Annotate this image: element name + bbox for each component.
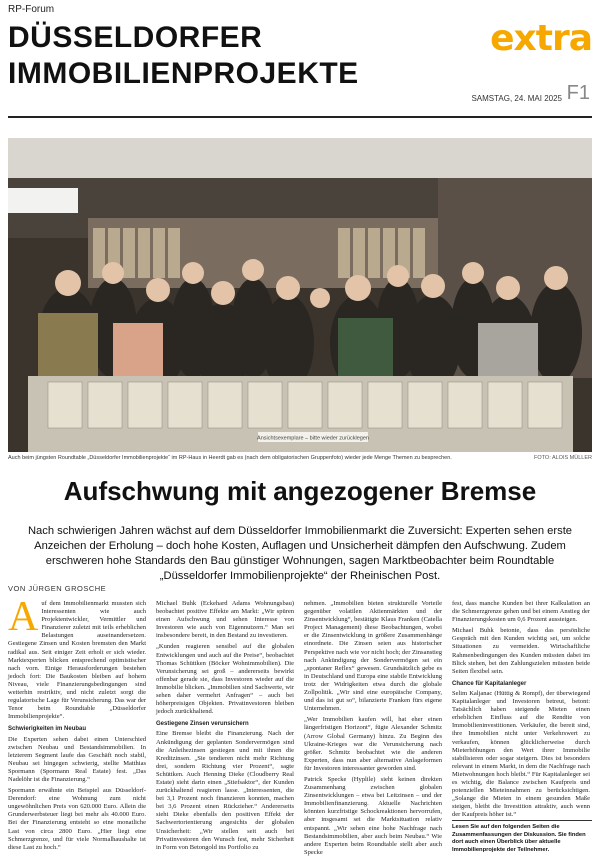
paragraph: Die Experten sehen dabei einen Unterschied zwischen Neubau und Bestandsimmobilien. In letzterem Segment laufe das Geschäft noch stabil, Neubau sei hingegen schwierig, stellte Matthias Spormann (Spormann Real Estate) fest. „Das Nadelöhr ist die Finanzierung.“ bbox=[8, 735, 146, 783]
photo-credit: FOTO: ALOIS MÜLLER bbox=[534, 455, 592, 461]
photo-sign-text: Ansichtsexemplare – bitte wieder zurücklegen bbox=[257, 435, 369, 442]
paragraph: Spormann erwähnte ein Beispiel aus Düsseldorf-Derendorf: eine Wohnung zum nicht ungewöhnlichen Preis von 620.000 Euro. Allein die Grunderwerbsteuer liegt bei mehr als 40.000 Euro. Bei der Finanzierung entsteht so eine monatliche Last von circa 2800 Euro. „Hier liegt eine Schmerzgrenze, und für viele Normalhaushalte ist diese Last zu hoch.“ bbox=[8, 787, 146, 851]
group-photo bbox=[8, 138, 592, 452]
drop-cap: A bbox=[8, 594, 39, 640]
paragraph bbox=[8, 594, 146, 721]
article-title: Aufschwung mit angezogener Bremse bbox=[63, 476, 537, 506]
photo-caption: Auch beim jüngsten Roundtable „Düsseldorfer Immobilienprojekte“ im RP-Haus in Heerdt gab es (nach dem obligatorischen Gruppenfoto) wieder jede Menge Themen zu besprechen. bbox=[8, 455, 452, 461]
page-headline bbox=[8, 20, 359, 92]
subheading: Schwierigkeiten im Neubau bbox=[8, 726, 87, 733]
further-reading-note: Lesen Sie auf den folgenden Seiten die Zusammenfassungen der Diskussion. Sie finden dort auch einen Überblick über aktuelle Immobilienprojekte der Teilnehmer. bbox=[452, 820, 592, 854]
extra-logo: extra bbox=[490, 18, 592, 59]
headline-line-2: IMMOBILIENPROJEKTE bbox=[8, 57, 359, 90]
section-kicker: RP-Forum bbox=[8, 4, 55, 15]
paragraph: fest, dass manche Kunden bei ihrer Kalkulation an die Schmerzgrenze gehen und bei einem Anstieg der Finanzierungskosten um 0,6 Prozent aussteigen. bbox=[452, 600, 590, 624]
paragraph: Patrick Specke (Hyplile) sieht keinen direkten Zusammenhang zwischen globalen Zinsentwicklungen – etwa bei Leitzinsen – und der Immobilienfinanzierung. Aktuelle Nachrichten könnten kurzfristige Schockreaktionen hervorrufen, aber insgesamt sei die Marktsituation relativ entspannt. „Wir sehen eine hohe Nachfrage nach Bestandsimmobilien, aber auch beim Neubau.“ Wie andere Experten beim Roundtable stellt aber auch Specke bbox=[304, 775, 442, 856]
paragraph: „Wer Immobilien kaufen will, hat eher einen längerfristigen Horizont“, fügte Alexander Schmitz (Arrow Global Germany) hinzu. Zu Beginn des Ukraine-Krieges war die Verunsicherung nach größer. Schmitz beobachtet wie die anderen Experten, dass nun aber alternative Anlageformen für Investoren interessanter geworden sind. bbox=[304, 716, 442, 772]
header-rule bbox=[8, 116, 592, 118]
paragraph: Michael Buhk betonte, dass das persönliche Gespräch mit den Kunden wichtig sei, um solche Situationen zu vermeiden. Wirtschaftliche Rahmenbedingungen des Kunden müssten dabei im Blick stehen, bei den Zahlungszielen müssten beide Seiten flexibel sein. bbox=[452, 627, 590, 675]
article-column-3 bbox=[304, 600, 442, 860]
subheading: Gestiegene Zinsen verunsichern bbox=[156, 721, 249, 728]
page-number: F1 bbox=[566, 82, 590, 104]
article-column-4 bbox=[452, 600, 590, 822]
article-lead: Nach schwierigen Jahren wächst auf dem Düsseldorfer Immobilienmarkt die Zuversicht: Experten sehen erste Anzeichen der Erholung – doch hohe Kosten, Auflagen und Unsicherheit dämpfen den Aufschwung. Zudem erschweren hohe Standards den Bau günstiger Wohnungen, sagen Marktbeobachter beim Roundtable „Düsseldorfer Immobilienprojekte“ der Rheinischen Post. bbox=[27, 525, 573, 582]
article-author: VON JÜRGEN GROSCHE bbox=[8, 584, 107, 593]
paragraph-text: uf dem Immobilienmarkt mussten sich Interessenten wie auch Projektentwickler, Vermittler und Finanzierer zuletzt mit teils erheblichen Belastungen auseinandersetzen. Gestiegene Zinsen und Kosten bremsten den Markt radikal aus. Seit einiger Zeit erholt er sich wieder. Marktexperten blicken entsprechend optimistischer nach vorn. Einige Herausforderungen bestehen jedoch fort: Die Baukosten bleiben auf hohem Niveau, viele Finanzierungsbedingungen sind weiterhin restriktiv, und nicht zuletzt sorgt die regulatorische Lage für Verunsicherung. Das war der Tenor beim Roundtable „Düsseldorfer Immobilienprojekte“. bbox=[8, 600, 146, 721]
issue-date: SAMSTAG, 24. MAI 2025 bbox=[471, 94, 562, 103]
paragraph: Selim Kaljanac (Hüttig & Rompf), der überwiegend Kapitalanleger und Investoren betreut, betont: Tatsächlich haben steigende Mieten einen erheblichen Einfluss auf die Rendite von Immobilieninvestitionen. Verkäufer, die bereit sind, ihre Immobilien nicht unter Verkehrswert zu verkaufen, können glücklicherweise durch Mieterhöhungen den Wert ihrer Immobilie stabilisieren oder sogar steigern. Dies ist besonders relevant in einem Markt, in dem die Nachfrage nach Mietwohnungen hoch bleibt.“ Für Kapitalanleger sei es wichtig, die Balance zwischen Kaufpreis und potenziellen Mieteinnahmen zu berücksichtigen. „Solange die Mieten in einem gesunden Maße steigen, bleibt die Investition attraktiv, auch wenn der Kaufpreis höher ist.“ bbox=[452, 689, 590, 819]
paragraph: nehmen. „Immobilien bieten strukturelle Vorteile gegenüber volatilen Aktienmärkten und der Zinsentwicklung“, bestätigte Klaus Franken (Catella Project Management) diese Beobachtungen, wobei er die Zinsentwicklung in größere Zusammenhänge einordnete. Die Zinsen seien aus historischer Perspektive nach wie vor nicht hoch; der Zinsanstieg nach Ankündigung der Sondervermögen sei ein „spontaner Reflex“ gewesen. Grundsätzlich gebe es in Deutschland und Europa eine stabile Entwicklung trotz der Widrigkeiten etwa durch die globale Zollpolitik. „Wir sind eine europäische Company, und das ist gut so“, bilanzierte Franken fürs eigene Unternehmen. bbox=[304, 600, 442, 713]
paragraph: Michael Buhk (Eckehard Adams Wohnungsbau) beobachtet positive Effekte am Markt: „Wir spüren einen Aufschwung und sehen Interesse von Investoren wie auch von Eigennutzern.“ Man sei insbesondere bereit, in den Bestand zu investieren. bbox=[156, 600, 294, 640]
group-photo-illustration bbox=[8, 138, 592, 452]
article-column-2 bbox=[156, 600, 294, 855]
headline-line-1: DÜSSELDORFER bbox=[8, 21, 263, 54]
paragraph: „Kunden reagieren sensibel auf die globalen Entwicklungen und auch auf die Preise“, beobachtet Thomas Schüttken (Böcker Wohnimmobilien). Die Verunsicherung sei groß – andererseits bewirkt offenbar gerade sie, dass Investoren wieder auf die Immobilie blicken. „Immobilien sind Sachwerte, wir sehen daher vermehrt Anfragen“ – auch bei höherpreisigen Objekten. Privatinvestoren bleiben jedoch zurückhaltend. bbox=[156, 643, 294, 716]
subheading: Chance für Kapitalanleger bbox=[452, 680, 527, 687]
article-column-1 bbox=[8, 594, 146, 855]
paragraph: Eine Bremse bleibt die Finanzierung. Nach der Ankündigung der geplanten Sondervermögen sind die Anleihezinsen gestiegen und mit ihnen die Kreditzinsen. „Sie tendieren nicht mehr Richtung drei, sondern Richtung vier Prozent“, sagte Schüttken. Auch Henning Dieke (Cloudberry Real Estate) sieht darin einen „Stiefsaktor“, der Kunden zurückhaltend reagieren lasse. „Interessenten, die bei 3,1 Prozent noch finanzieren konnten, machen bei 3,6 Prozent einen Rückzieher.“ Andererseits sieht Dieke ebenfalls den positiven Effekt der Sachwertorientierung angesichts der globalen Unsicherheit: „Wir stellen seit auch bei Privatinvestoren den Wunsch fest, mehr Sicherheit in Form von Betongold ins Portfolio zu bbox=[156, 730, 294, 851]
